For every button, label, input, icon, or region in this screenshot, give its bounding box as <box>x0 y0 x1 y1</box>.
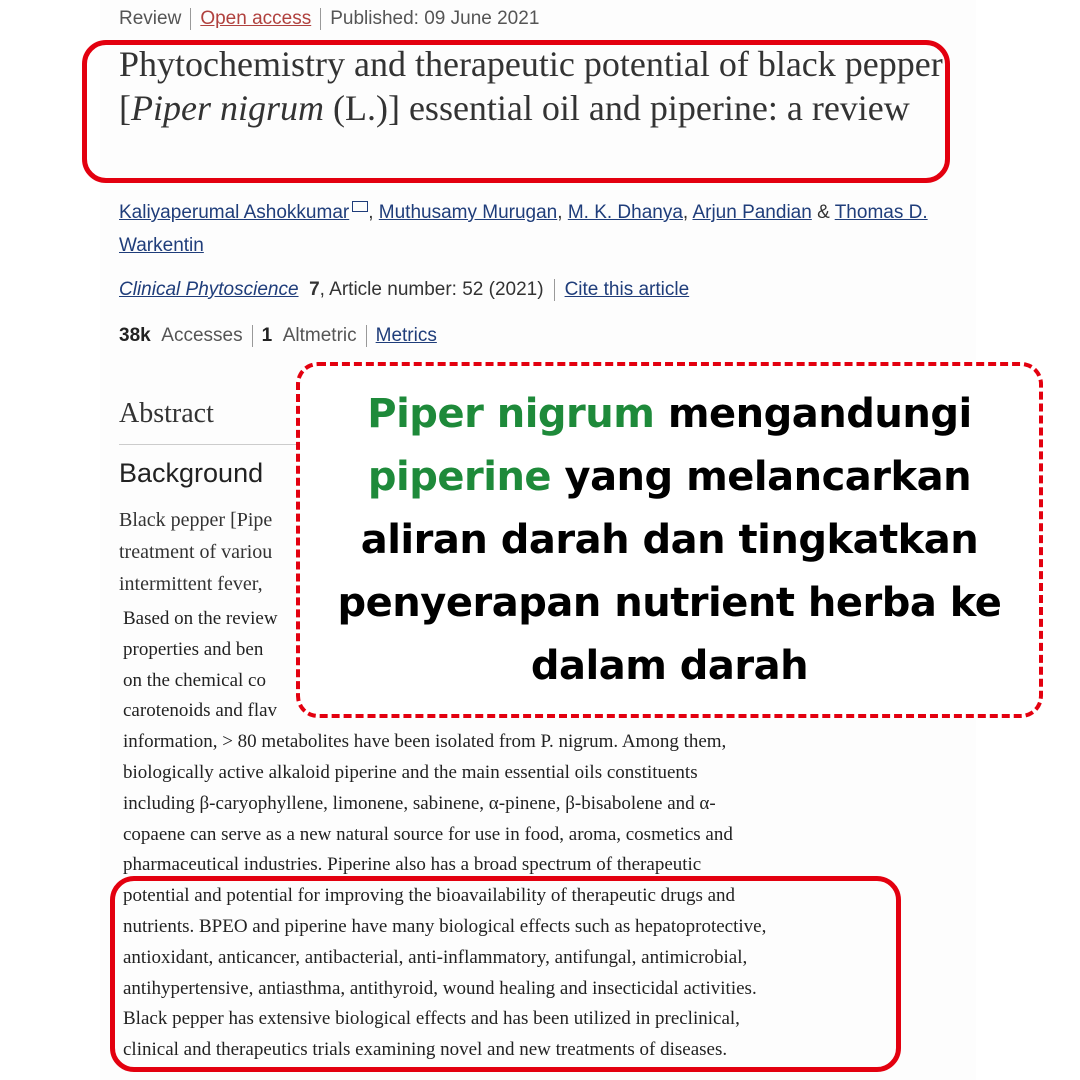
email-icon[interactable] <box>352 201 368 212</box>
title-part: (L.)] essential oil and piperine: a review <box>324 88 910 128</box>
title-part: Phytochemistry and therapeutic potential of black pepper [ <box>119 44 943 128</box>
author-link[interactable]: Thomas D. Warkentin <box>119 202 928 256</box>
abstract-heading: Abstract <box>119 398 214 429</box>
callout-line-text: dalam darah <box>530 642 809 689</box>
journal-link[interactable]: Clinical Phytoscience <box>119 279 299 301</box>
background-text: Black pepper [Pipe treatment of variou intermittent fever, <box>119 509 273 595</box>
divider <box>366 325 367 347</box>
journal-citation <box>119 279 689 301</box>
accesses-label: Accesses <box>161 325 243 347</box>
background-heading: Background <box>119 458 264 488</box>
published-date: Published: 09 June 2021 <box>330 8 540 30</box>
author-separator: & <box>811 202 835 223</box>
abstract-body-text: Based on the review properties and ben on the chemical co carotenoids and flav information, > 80 metabolites have been isolated from P. nigrum. Among them, biologically active alkaloid piperine and the main essential oils constituents including β-caryophyllene, limonene, sabinene, α-pinene, β-bisabolene and α- copaene can serve as a new natural source for use in food, aroma, cosmetics and pharmaceutical industries. Piperine also has a broad spectrum of therapeutic potential and potential for improving the bioavailability of therapeutic drugs and nutrients. BPEO and piperine have many biological effects such as hepatoprotective, antioxidant, anticancer, antibacterial, anti-inflammatory, antifungal, antimicrobial, antihypertensive, antiasthma, antithyroid, wound healing and insecticidal activities. Black pepper has extensive biological effects and has been utilized in preclinical, clinical and therapeutics trials examining novel and new treatments of diseases. <box>123 608 767 1061</box>
divider <box>320 8 321 30</box>
altmetric-count: 1 <box>261 325 273 347</box>
author-separator: , <box>368 202 379 223</box>
accesses-count: 38k <box>119 325 151 347</box>
callout-line-text: penyerapan nutrient herba ke <box>337 579 1002 626</box>
callout-line-text: mengandungi <box>654 390 972 437</box>
divider <box>252 325 253 347</box>
author-link[interactable]: M. K. Dhanya <box>567 202 683 223</box>
cite-article-link[interactable]: Cite this article <box>564 279 690 301</box>
callout-highlight: piperine <box>367 453 552 500</box>
article-number: , Article number: 52 (2021) <box>319 279 544 301</box>
title-highlight-box <box>82 40 950 183</box>
article-stats <box>119 325 437 347</box>
article-type: Review <box>119 8 182 30</box>
author-separator: , <box>682 202 693 223</box>
callout-box <box>296 362 1043 718</box>
metrics-link[interactable]: Metrics <box>375 325 437 347</box>
callout-line-text: aliran darah dan tingkatkan <box>360 516 979 563</box>
author-link[interactable]: Kaliyaperumal Ashokkumar <box>119 202 350 223</box>
abstract-highlight-box <box>110 876 901 1072</box>
callout-highlight: Piper nigrum <box>367 390 655 437</box>
callout-text <box>338 383 1002 698</box>
author-link[interactable]: Arjun Pandian <box>692 202 812 223</box>
divider <box>554 279 555 301</box>
callout-line-text: yang melancarkan <box>551 453 972 500</box>
altmetric-label: Altmetric <box>282 325 357 347</box>
article-meta-line <box>119 8 539 30</box>
divider <box>190 8 191 30</box>
author-link[interactable]: Muthusamy Murugan <box>378 202 558 223</box>
author-separator: , <box>557 202 568 223</box>
title-italic-species: Piper nigrum <box>131 88 324 128</box>
author-list <box>119 196 939 262</box>
open-access-link[interactable]: Open access <box>200 8 312 30</box>
volume: 7 <box>309 279 320 301</box>
